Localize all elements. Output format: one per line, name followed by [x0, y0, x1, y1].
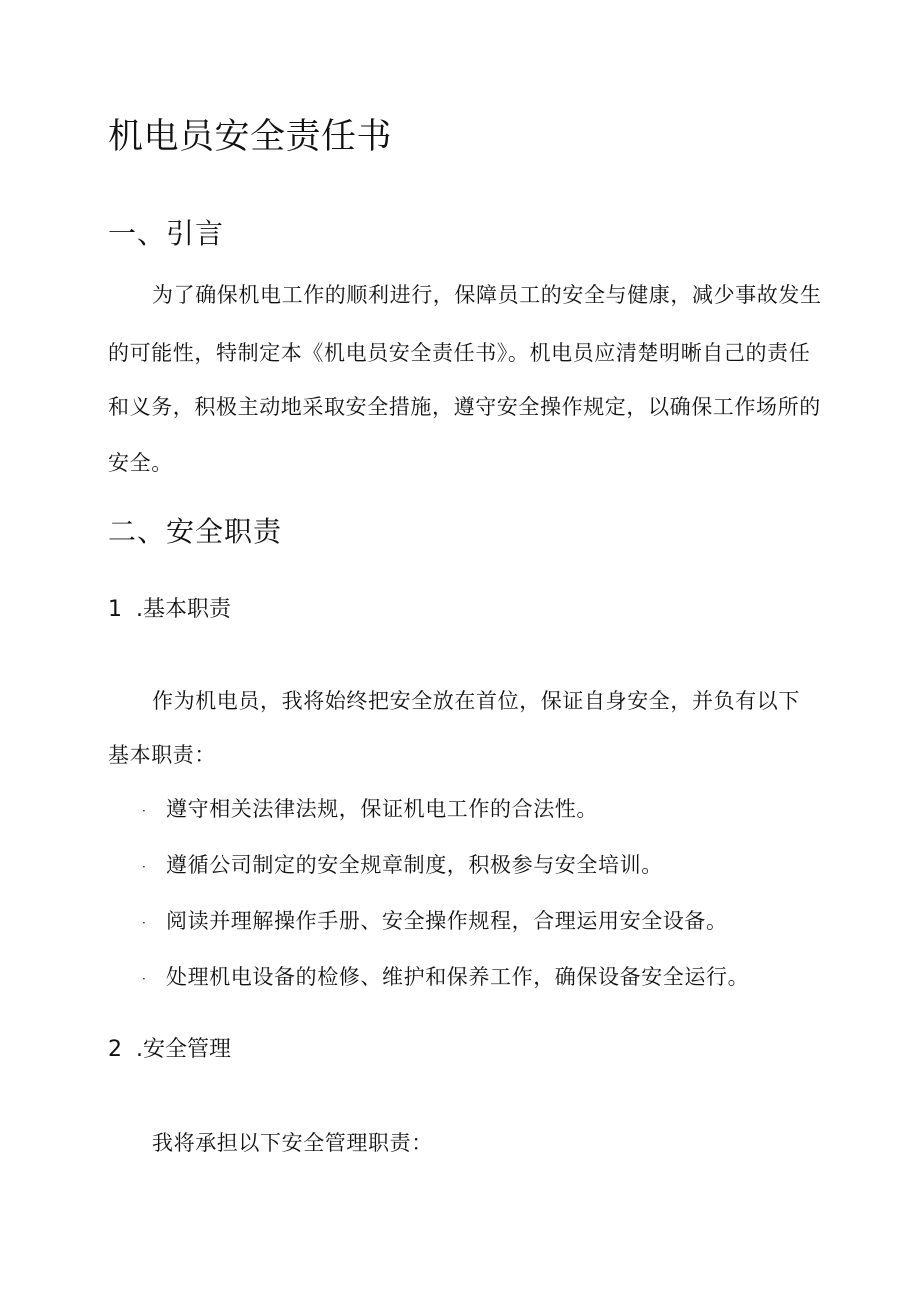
bullet-dot: · — [142, 859, 147, 874]
document-title: 机电员安全责任书 — [108, 117, 393, 157]
bullet-dot: · — [142, 915, 147, 930]
subsection-number: 2 — [108, 1037, 122, 1062]
subsection-title: .基本职责 — [136, 597, 231, 622]
subsection-number: 1 — [108, 597, 122, 622]
intro-paragraph-line-2: 的可能性，特制定本《机电员安全责任书》。机电员应清楚明晰自己的责任 — [108, 341, 811, 365]
safety-management-intro: 我将承担以下安全管理职责： — [152, 1131, 433, 1155]
subsection-title: .安全管理 — [136, 1037, 231, 1062]
intro-paragraph-line-4: 安全。 — [108, 451, 173, 475]
subsection-heading-basic-duties — [108, 594, 231, 626]
list-item — [142, 962, 749, 994]
basic-duties-intro-line-1: 作为机电员，我将始终把安全放在首位，保证自身安全，并负有以下 — [152, 689, 800, 713]
basic-duties-intro-line-2: 基本职责： — [108, 743, 216, 767]
intro-paragraph-line-1: 为了确保机电工作的顺利进行，保障员工的安全与健康，减少事故发生 — [152, 283, 822, 307]
list-item-text: 遵守相关法律法规，保证机电工作的合法性。 — [166, 797, 598, 821]
list-item — [142, 850, 663, 882]
list-item — [142, 794, 598, 826]
bullet-dot: · — [142, 971, 147, 986]
section-heading-safety-duties: 二、安全职责 — [108, 515, 283, 548]
list-item — [142, 906, 728, 938]
bullet-dot: · — [142, 803, 147, 818]
section-heading-introduction: 一、引言 — [108, 217, 225, 250]
list-item-text: 阅读并理解操作手册、安全操作规程，合理运用安全设备。 — [166, 909, 728, 933]
subsection-heading-safety-management — [108, 1034, 231, 1066]
list-item-text: 遵循公司制定的安全规章制度，积极参与安全培训。 — [166, 853, 663, 877]
intro-paragraph-line-3: 和义务，积极主动地采取安全措施，遵守安全操作规定，以确保工作场所的 — [108, 395, 821, 419]
list-item-text: 处理机电设备的检修、维护和保养工作，确保设备安全运行。 — [166, 965, 750, 989]
